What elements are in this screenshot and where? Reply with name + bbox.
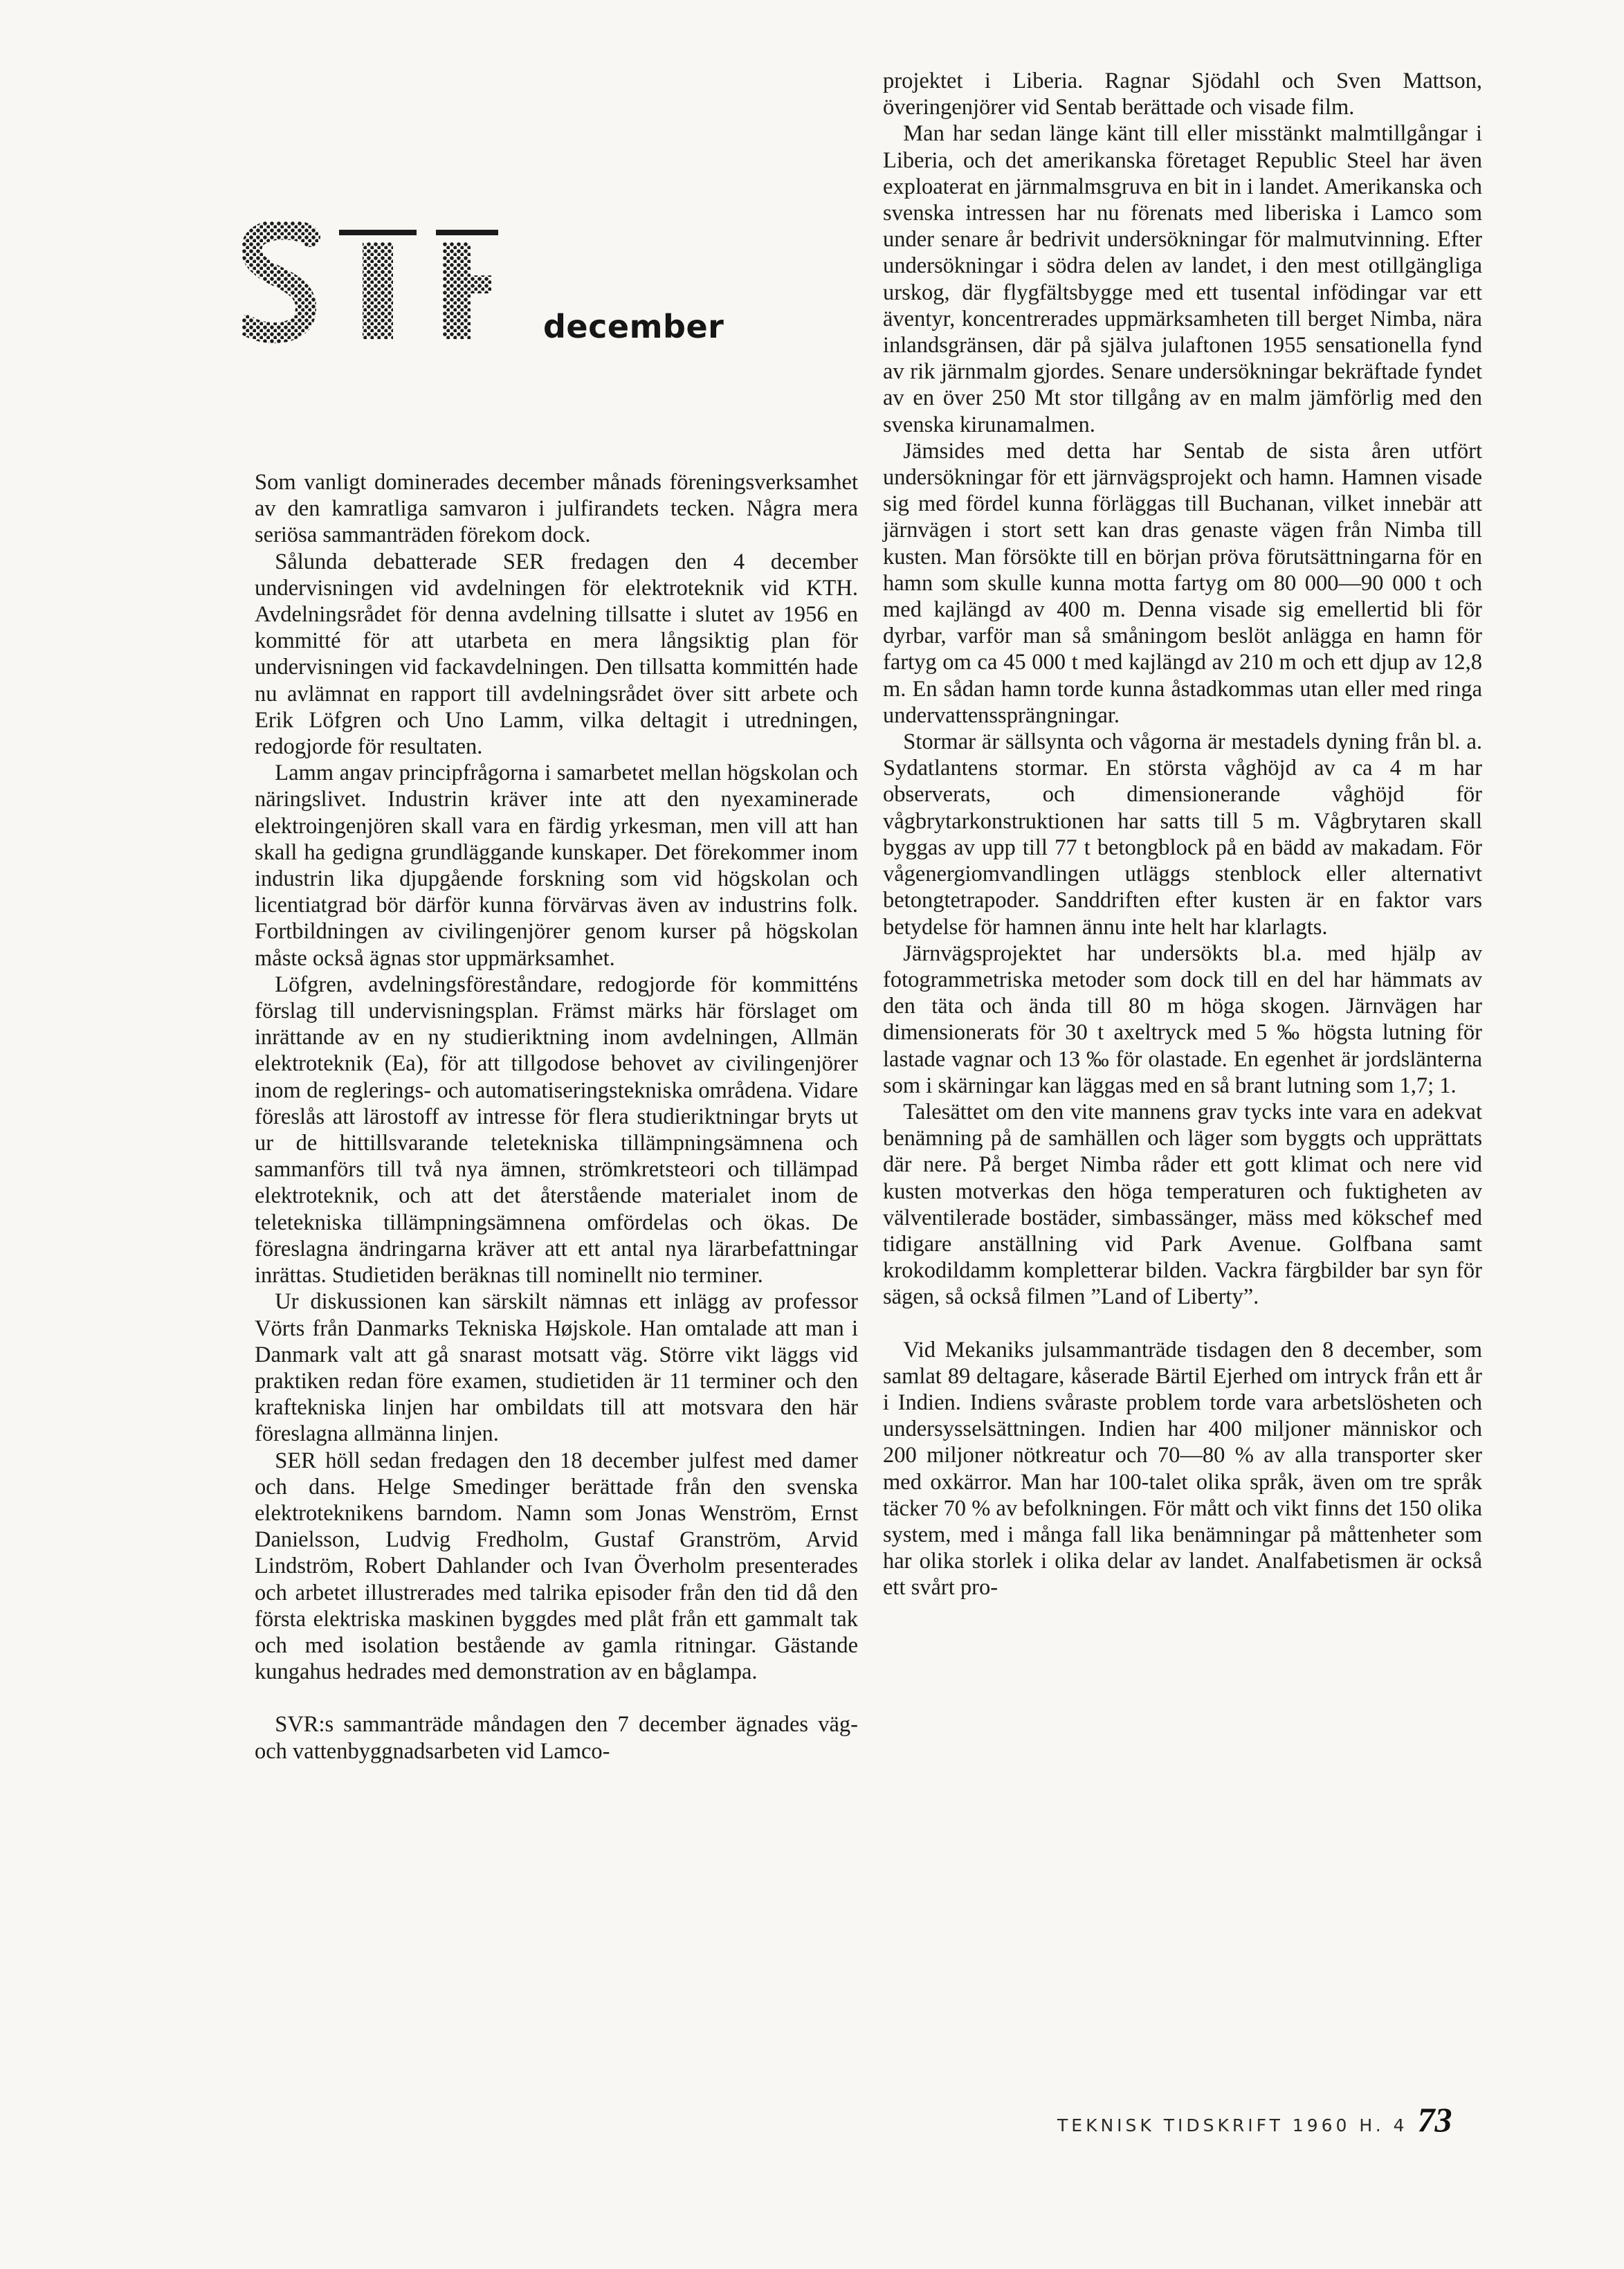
left-column xyxy=(255,469,858,1765)
section-title: december xyxy=(543,308,724,345)
journal-name: TEKNISK TIDSKRIFT 1960 H. 4 xyxy=(1057,2115,1408,2135)
paragraph: Stormar är sällsynta och vågorna är mestadels dyning från bl. a. Sydatlantens stormar. En största våghöjd av ca 4 m har observerats, och dimensionerande våghöjd för vågbrytarkonstruktionen har satts till 5 m. Vågbrytaren skall byggas av upp till 77 t betongblock på en bädd av makadam. För vågenergiomvandlingen utläggs stenblock eller alternativt betongtetrapoder. Sanddriften efter kusten är en faktor vars betydelse för hamnen ännu inte helt har klarlagts. xyxy=(883,729,1482,940)
paragraph: Ur diskussionen kan särskilt nämnas ett inlägg av professor Vörts från Danmarks Tekniska Højskole. Han omtalade att man i Danmark valt att gå snarast motsatt väg. Större vikt läggs vid praktiken redan före examen, studietiden är 11 terminer och den kraftekniska linjen har ombildats till att motsvara den här föreslagna allmänna linjen. xyxy=(255,1289,858,1447)
paragraph: Löfgren, avdelningsföreståndare, redogjorde för kommitténs förslag till undervisningsplan. Främst märks här förslaget om inrättande av en ny studieriktning inom avdelningen, Allmän elektroteknik (Ea), för att tillgodose behovet av civilingenjörer inom de reglerings- och automatiseringstekniska områdena. Vidare föreslås att lärostoff av intresse för flera studieriktningar bryts ut ur de hittillsvarande teletekniska tillämpningsämnena och sammanförs till två nya ämnen, strömkretsteori och tillämpad elektroteknik, och att det återstående materialet inom de teletekniska tillämpningsämnena omfördelas och ökas. De föreslagna ändringarna kräver att ett antal nya lärarbefattningar inrättas. Studietiden beräknas till nominellt nio terminer. xyxy=(255,972,858,1288)
paragraph: Sålunda debatterade SER fredagen den 4 december undervisningen vid avdelningen för elektroteknik vid KTH. Avdelningsrådet för denna avdelning tillsatte i slutet av 1956 en kommitté för att utarbeta en mera långsiktig plan för undervisningen vid fackavdelningen. Den tillsatta kommittén hade nu avlämnat en rapport till avdelningsrådet över sitt arbete och Erik Löfgren och Uno Lamm, vilka deltagit i utredningen, redogjorde för resultaten. xyxy=(255,549,858,760)
paragraph: Vid Mekaniks julsammanträde tisdagen den 8 december, som samlat 89 deltagare, kåserade Bärtil Ejerhed om intryck från ett år i Indien. Indiens svåraste problem torde vara arbetslösheten och undersysselsättningen. Indien har 400 miljoner människor och 200 miljoner nötkreatur och 70—80 % av alla transporter sker med oxkärror. Man har 100-talet olika språk, även om tre språk täcker 70 % av befolkningen. För mått och vikt finns det 150 olika system, med i många fall lika benämningar på måttenheter som har olika storlek i olika delar av landet. Analfabetismen är också ett svårt pro- xyxy=(883,1337,1482,1601)
paragraph: Jämsides med detta har Sentab de sista åren utfört undersökningar för ett järnvägsprojekt och hamn. Hamnen visade sig med fördel kunna förläggas till Buchanan, vilket innebär att järnvägen i stort sett kan dras genaste vägen från Nimba till kusten. Man försökte till en början pröva förutsättningarna för en hamn som skulle kunna motta fartyg om 80 000—90 000 t och med kajlängd av 400 m. Denna visade sig emellertid bli för dyrbar, varför man så småningom beslöt anlägga en hamn för fartyg om ca 45 000 t med kajlängd av 210 m och ett djup av 12,8 m. En sådan hamn torde kunna åstadkommas utan eller med ringa undervattenssprängningar. xyxy=(883,438,1482,728)
paragraph: SER höll sedan fredagen den 18 december julfest med damer och dans. Helge Smedinger berättade från den svenska elektroteknikens barndom. Namn som Jonas Wenström, Ernst Danielsson, Ludvig Fredholm, Gustaf Granström, Arvid Lindström, Robert Dahlander och Ivan Överholm presenterades och arbetet illustrerades med talrika episoder från den tid då den första elektriska maskinen byggdes med plåt från ett gammalt tak och med isolation bestående av gamla ritningar. Gästande kungahus hedrades med demonstration av en båglampa. xyxy=(255,1448,858,1685)
page-footer xyxy=(1057,2099,1472,2148)
paragraph: SVR:s sammanträde måndagen den 7 december ägnades väg- och vattenbyggnadsarbeten vid Lamco- xyxy=(255,1712,858,1764)
stf-logo xyxy=(242,221,498,346)
paragraph: Järnvägsprojektet har undersökts bl.a. med hjälp av fotogrammetriska metoder som dock till en del har hämmats av den täta och ända till 80 m höga skogen. Järnvägen har dimensionerats för 30 t axeltryck med 5 ‰ högsta lutning för lastade vagnar och 13 ‰ för olastade. En egenhet är jordslänterna som i skärningar kan läggas med en så brant lutning som 1,7; 1. xyxy=(883,940,1482,1098)
paragraph: Lamm angav principfrågorna i samarbetet mellan högskolan och näringslivet. Industrin kräver inte att den nyexaminerade elektroingenjören skall vara en färdig yrkesman, men vill att han skall ha gedigna grundläggande kunskaper. Det förekommer inom industrin lika djupgående forskning som vid högskolan och licentiatgrad bör därför kunna förvärvas även av industrins folk. Fortbildningen av civilingenjörer genom kurser på högskolan måste också ägnas stor uppmärksamhet. xyxy=(255,760,858,971)
paragraph: Talesättet om den vite mannens grav tycks inte vara en adekvat benämning på de samhällen och läger som byggts och upprättats där nere. På berget Nimba råder ett gott klimat och nere vid kusten motverkas den höga temperaturen och fuktigheten av välventilerade bostäder, simbassänger, mäss med kökschef med tidigare anställning vid Park Avenue. Golfbana samt krokodildamm kompletterar bilden. Vackra färgbilder bar syn för sägen, så också filmen ”Land of Liberty”. xyxy=(883,1099,1482,1310)
paragraph: projektet i Liberia. Ragnar Sjödahl och Sven Mattson, överingenjörer vid Sentab berättade och visade film. xyxy=(883,69,1482,120)
page-number: 73 xyxy=(1417,2100,1452,2139)
right-column xyxy=(883,68,1482,1601)
paragraph: Man har sedan länge känt till eller misstänkt malmtillgångar i Liberia, och det amerikanska företaget Republic Steel har även exploaterat en järnmalmsgruva en bit in i landet. Amerikanska och svenska intressen har nu förenats med liberiska i Lamco som under senare år bedrivit undersökningar för malmutvinning. Efter undersökningar i södra delen av landet, i den mest otillgängliga urskog, där flygfältsbygge med ett tusental infödingar var ett äventyr, koncentrerades uppmärksamheten till berget Nimba, nära inlandsgränsen, där på själva julaftonen 1955 sensationella fynd av rik järnmalm gjordes. Senare undersökningar bekräftade fyndet av en över 250 Mt stor tillgång av en malm jämförlig med den svenska kirunamalmen. xyxy=(883,121,1482,437)
paragraph: Som vanligt dominerades december månads föreningsverksamhet av den kamratliga samvaron i julfirandets tecken. Några mera seriösa sammanträden förekom dock. xyxy=(255,470,858,548)
